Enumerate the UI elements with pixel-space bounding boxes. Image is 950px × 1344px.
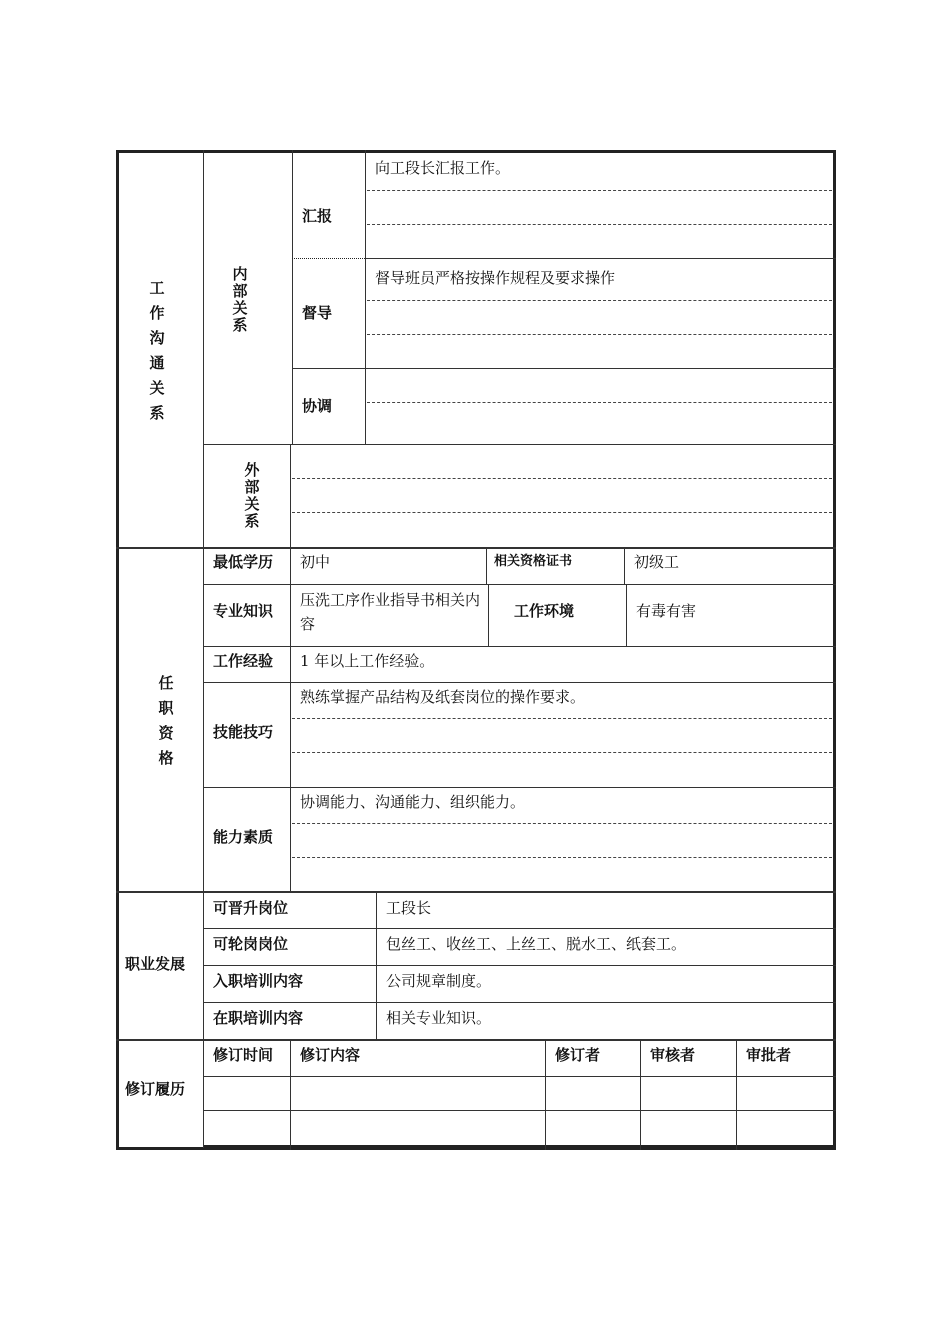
divider [486, 548, 487, 584]
divider [116, 891, 836, 893]
ability-label: 能力素质 [213, 828, 274, 846]
divider [203, 1110, 836, 1111]
promotion-value: 工段长 [386, 899, 432, 917]
divider [545, 1040, 546, 1150]
supervise-text: 督导班员严格按操作规程及要求操作 [375, 269, 616, 287]
divider [116, 547, 836, 549]
revision-header-date: 修订时间 [213, 1046, 274, 1064]
divider [376, 892, 377, 1040]
report-label: 汇报 [302, 207, 333, 225]
environment-value: 有毒有害 [636, 602, 697, 620]
career-section-label: 职业发展 [125, 955, 186, 973]
divider [203, 787, 836, 788]
dashed-line [292, 478, 832, 479]
divider [203, 1145, 836, 1148]
experience-value: 1 年以上工作经验。 [300, 652, 435, 670]
divider [290, 444, 291, 548]
dashed-line [367, 402, 832, 403]
inservice-training-value: 相关专业知识。 [386, 1009, 492, 1027]
divider [292, 258, 365, 259]
dashed-line [292, 718, 832, 719]
promotion-label: 可晋升岗位 [213, 899, 289, 917]
knowledge-label: 专业知识 [213, 602, 274, 620]
inservice-training-label: 在职培训内容 [213, 1009, 304, 1027]
external-relations-label: 外部关系 [244, 461, 260, 530]
ability-value: 协调能力、沟通能力、组织能力。 [300, 793, 526, 811]
divider [203, 1002, 836, 1003]
communication-section-label: 工作沟通关系 [149, 279, 165, 422]
revision-header-reviser: 修订者 [555, 1046, 601, 1064]
dashed-line [292, 752, 832, 753]
dashed-line [367, 190, 832, 191]
onboard-training-value: 公司规章制度。 [386, 972, 492, 990]
revision-header-approver: 审批者 [746, 1046, 792, 1064]
dashed-line [367, 224, 832, 225]
certificate-value: 初级工 [634, 553, 680, 571]
divider [203, 444, 836, 445]
revision-header-content: 修订内容 [300, 1046, 361, 1064]
divider [203, 584, 836, 585]
skills-label: 技能技巧 [213, 723, 274, 741]
divider [292, 150, 293, 444]
skills-value: 熟练掌握产品结构及纸套岗位的操作要求。 [300, 688, 586, 706]
onboard-training-label: 入职培训内容 [213, 972, 304, 990]
dashed-line [367, 334, 832, 335]
dashed-line [292, 512, 832, 513]
divider [640, 1040, 641, 1150]
coordinate-label: 协调 [302, 397, 333, 415]
divider [290, 1040, 291, 1150]
internal-relations-label: 内部关系 [232, 265, 248, 334]
supervise-label: 督导 [302, 304, 333, 322]
divider [203, 682, 836, 683]
dashed-line [292, 857, 832, 858]
knowledge-value: 压洗工序作业指导书相关内容 [300, 591, 481, 633]
divider [292, 368, 836, 369]
report-text: 向工段长汇报工作。 [375, 159, 511, 177]
experience-label: 工作经验 [213, 652, 274, 670]
divider [116, 1039, 836, 1041]
certificate-label: 相关资格证书 [494, 554, 573, 569]
divider [203, 1076, 836, 1077]
divider [488, 584, 489, 646]
qualification-section-label: 任职资格 [158, 674, 174, 767]
divider [626, 584, 627, 646]
environment-label: 工作环境 [514, 602, 575, 620]
revision-header-reviewer: 审核者 [650, 1046, 696, 1064]
divider [365, 258, 836, 259]
divider [624, 548, 625, 584]
dashed-line [292, 823, 832, 824]
rotation-label: 可轮岗岗位 [213, 935, 289, 953]
divider [203, 646, 836, 647]
dashed-line [367, 300, 832, 301]
education-value: 初中 [300, 553, 331, 571]
divider [290, 548, 291, 892]
divider [203, 928, 836, 929]
divider [203, 965, 836, 966]
divider [736, 1040, 737, 1150]
rotation-value: 包丝工、收丝工、上丝工、脱水工、纸套工。 [386, 935, 687, 953]
revision-section-label: 修订履历 [125, 1080, 186, 1098]
divider [365, 150, 366, 444]
divider [203, 150, 204, 1148]
education-label: 最低学历 [213, 553, 274, 571]
